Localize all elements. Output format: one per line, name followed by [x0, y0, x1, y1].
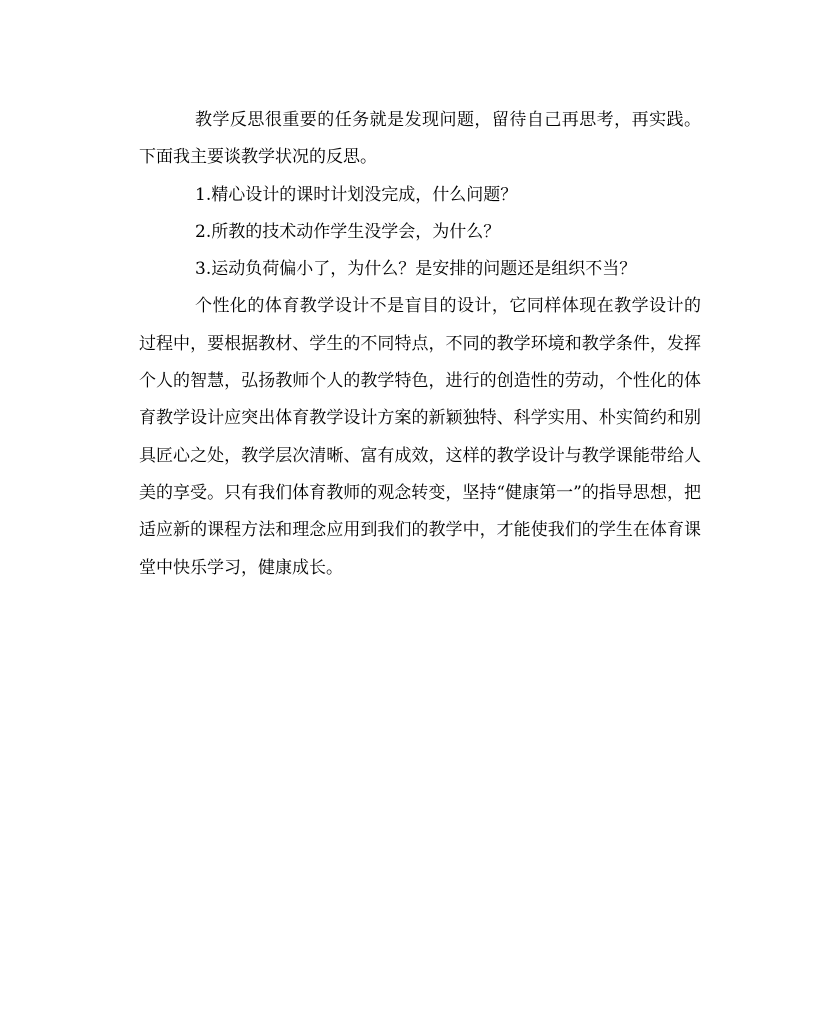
document-body	[139, 102, 701, 587]
paragraph-personalized-design: 个性化的体育教学设计不是盲目的设计，它同样体现在教学设计的过程中，要根据教材、学生的不同特点，不同的教学环境和教学条件，发挥个人的智慧，弘扬教师个人的教学特色，进行的创造性的劳动，个性化的体育教学设计应突出体育教学设计方案的新颖独特、科学实用、朴实简约和别具匠心之处，教学层次清晰、富有成效，这样的教学设计与教学课能带给人美的享受。只有我们体育教师的观念转变，坚持“健康第一”的指导思想，把适应新的课程方法和理念应用到我们的教学中，才能使我们的学生在体育课堂中快乐学习，健康成长。	[139, 296, 701, 578]
list-item-question-3: 3.运动负荷偏小了，为什么？是安排的问题还是组织不当？	[195, 259, 637, 280]
list-item-question-2: 2.所教的技术动作学生没学会，为什么？	[195, 221, 501, 242]
list-item-question-1: 1.精心设计的课时计划没完成，什么问题？	[195, 184, 518, 205]
paragraph-reflection-intro: 教学反思很重要的任务就是发现问题，留待自己再思考，再实践。下面我主要谈教学状况的反思。	[139, 110, 701, 168]
